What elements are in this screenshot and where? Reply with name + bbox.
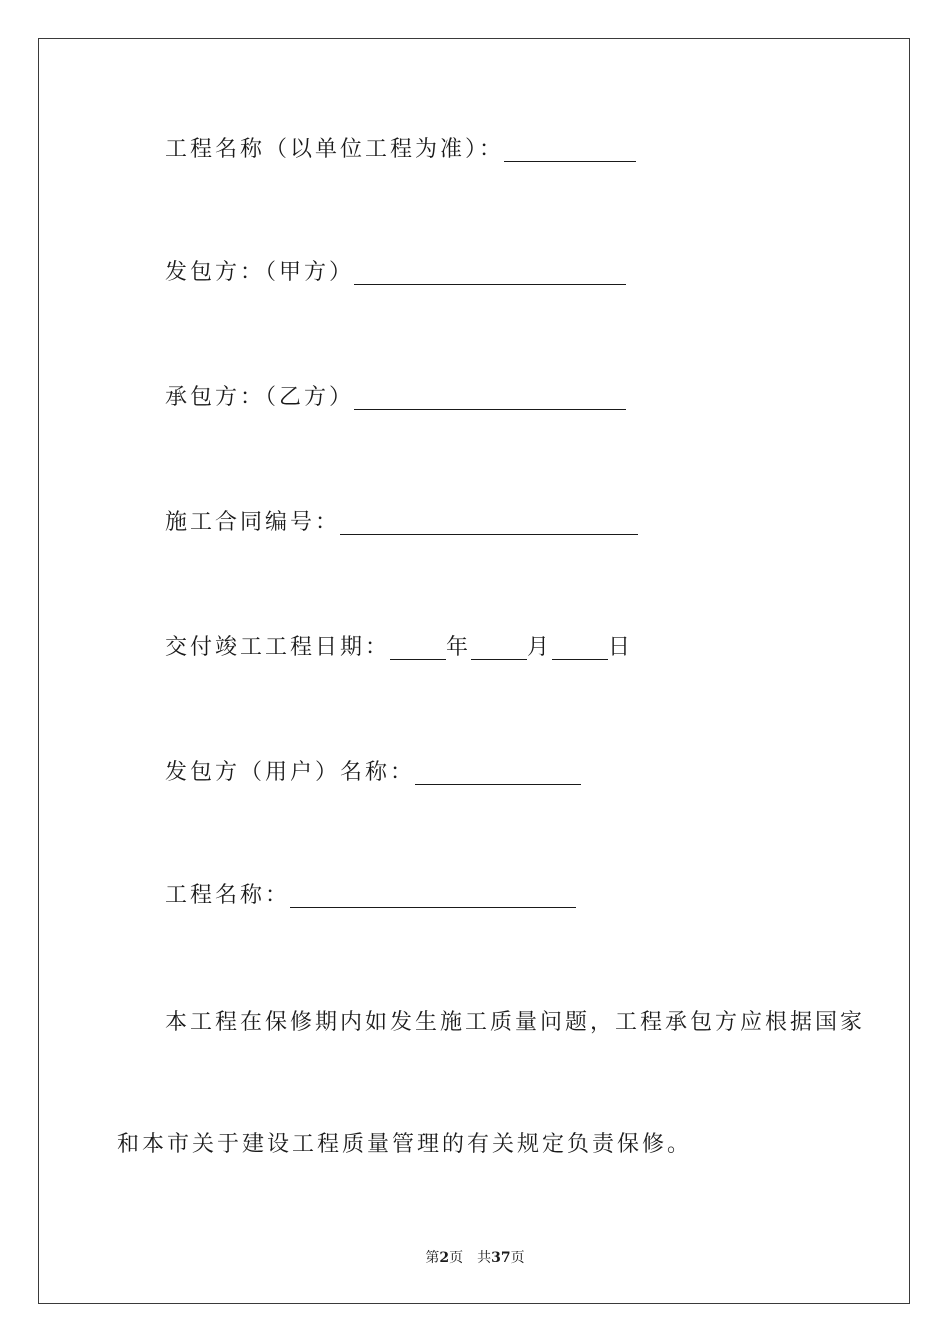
page-border [38, 38, 910, 1304]
field-label: 承包方：（乙方） [165, 385, 355, 410]
month-label: 月 [527, 635, 553, 660]
blank-line[interactable] [354, 260, 626, 285]
total-prefix: 共 [477, 1250, 492, 1266]
page-suffix: 页 [449, 1250, 464, 1266]
field-contractor-b [165, 383, 626, 413]
field-contract-no [165, 508, 638, 538]
field-label: 工程名称（以单位工程为准）： [165, 137, 505, 162]
day-blank[interactable] [552, 635, 608, 660]
field-contractor-a [165, 258, 626, 288]
field-label: 施工合同编号： [165, 510, 341, 535]
field-label: 发包方（用户）名称： [165, 760, 416, 785]
field-completion-date [165, 633, 633, 663]
field-project-name [165, 881, 576, 911]
page-footer [0, 1247, 950, 1267]
field-client-name [165, 758, 581, 788]
blank-line[interactable] [415, 760, 581, 785]
day-label: 日 [608, 635, 634, 660]
year-blank[interactable] [390, 635, 446, 660]
total-pages: 37 [491, 1250, 511, 1266]
month-blank[interactable] [471, 635, 527, 660]
blank-line[interactable] [504, 137, 636, 162]
blank-line[interactable] [354, 385, 626, 410]
blank-line[interactable] [340, 510, 638, 535]
paragraph-line-1: 本工程在保修期内如发生施工质量问题，工程承包方应根据国家 [165, 1010, 866, 1035]
field-label: 交付竣工工程日期： [165, 635, 391, 660]
field-label: 工程名称： [165, 883, 291, 908]
page-number: 2 [439, 1250, 450, 1266]
blank-line[interactable] [290, 883, 576, 908]
year-label: 年 [446, 635, 472, 660]
paragraph-line-2: 和本市关于建设工程质量管理的有关规定负责保修。 [117, 1132, 693, 1157]
field-project-name-unit [165, 135, 636, 165]
page-prefix: 第 [425, 1250, 440, 1266]
total-suffix: 页 [510, 1250, 525, 1266]
field-label: 发包方：（甲方） [165, 260, 355, 285]
